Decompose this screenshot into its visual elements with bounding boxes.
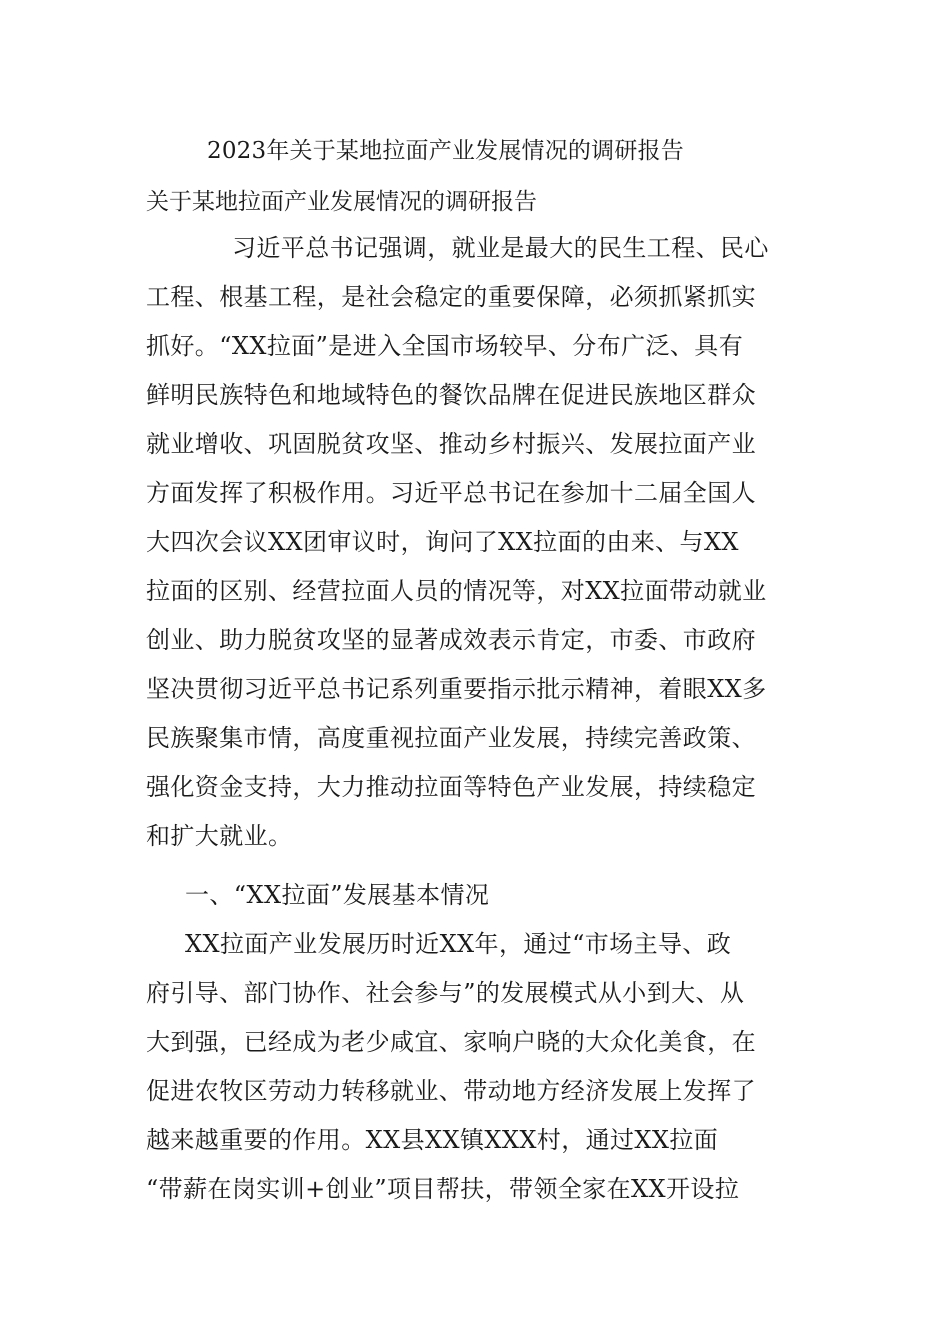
document-title: 2023年关于某地拉面产业发展情况的调研报告 [207,138,684,164]
paragraph-line: 大到强，已经成为老少咸宜、家响户晓的大众化美食，在 [146,1028,756,1056]
paragraph-line: 促进农牧区劳动力转移就业、带动地方经济发展上发挥了 [146,1077,756,1105]
paragraph-line: 大四次会议XX团审议时，询问了XX拉面的由来、与XX [146,528,739,556]
paragraph-line: 抓好。“XX拉面”是进入全国市场较早、分布广泛、具有 [146,332,744,360]
paragraph-line: 坚决贯彻习近平总书记系列重要指示批示精神，着眼XX多 [146,675,767,703]
paragraph-line: 强化资金支持，大力推动拉面等特色产业发展，持续稳定 [146,773,756,801]
paragraph-line: 民族聚集市情，高度重视拉面产业发展，持续完善政策、 [146,724,756,752]
paragraph-line: 和扩大就业。 [146,822,293,850]
paragraph-line: XX拉面产业发展历时近XX年，通过“市场主导、政 [185,930,732,958]
paragraph-line: 工程、根基工程，是社会稳定的重要保障，必须抓紧抓实 [146,283,756,311]
paragraph-line: 越来越重要的作用。XX县XX镇XXX村，通过XX拉面 [146,1126,719,1154]
paragraph-line: 创业、助力脱贫攻坚的显著成效表示肯定，市委、市政府 [146,626,756,654]
paragraph-line: 就业增收、巩固脱贫攻坚、推动乡村振兴、发展拉面产业 [146,430,756,458]
paragraph-line: “带薪在岗实训+创业”项目帮扶，带领全家在XX开设拉 [146,1175,740,1203]
paragraph-line: 习近平总书记强调，就业是最大的民生工程、民心 [232,234,769,262]
paragraph-line: 方面发挥了积极作用。习近平总书记在参加十二届全国人 [146,479,756,507]
document-subtitle: 关于某地拉面产业发展情况的调研报告 [146,189,537,215]
paragraph-line: 鲜明民族特色和地域特色的餐饮品牌在促进民族地区群众 [146,381,756,409]
paragraph-line: 府引导、部门协作、社会参与”的发展模式从小到大、从 [146,979,745,1007]
paragraph-line: 拉面的区别、经营拉面人员的情况等，对XX拉面带动就业 [146,577,767,605]
section-heading: 一、“XX拉面”发展基本情况 [185,881,490,909]
